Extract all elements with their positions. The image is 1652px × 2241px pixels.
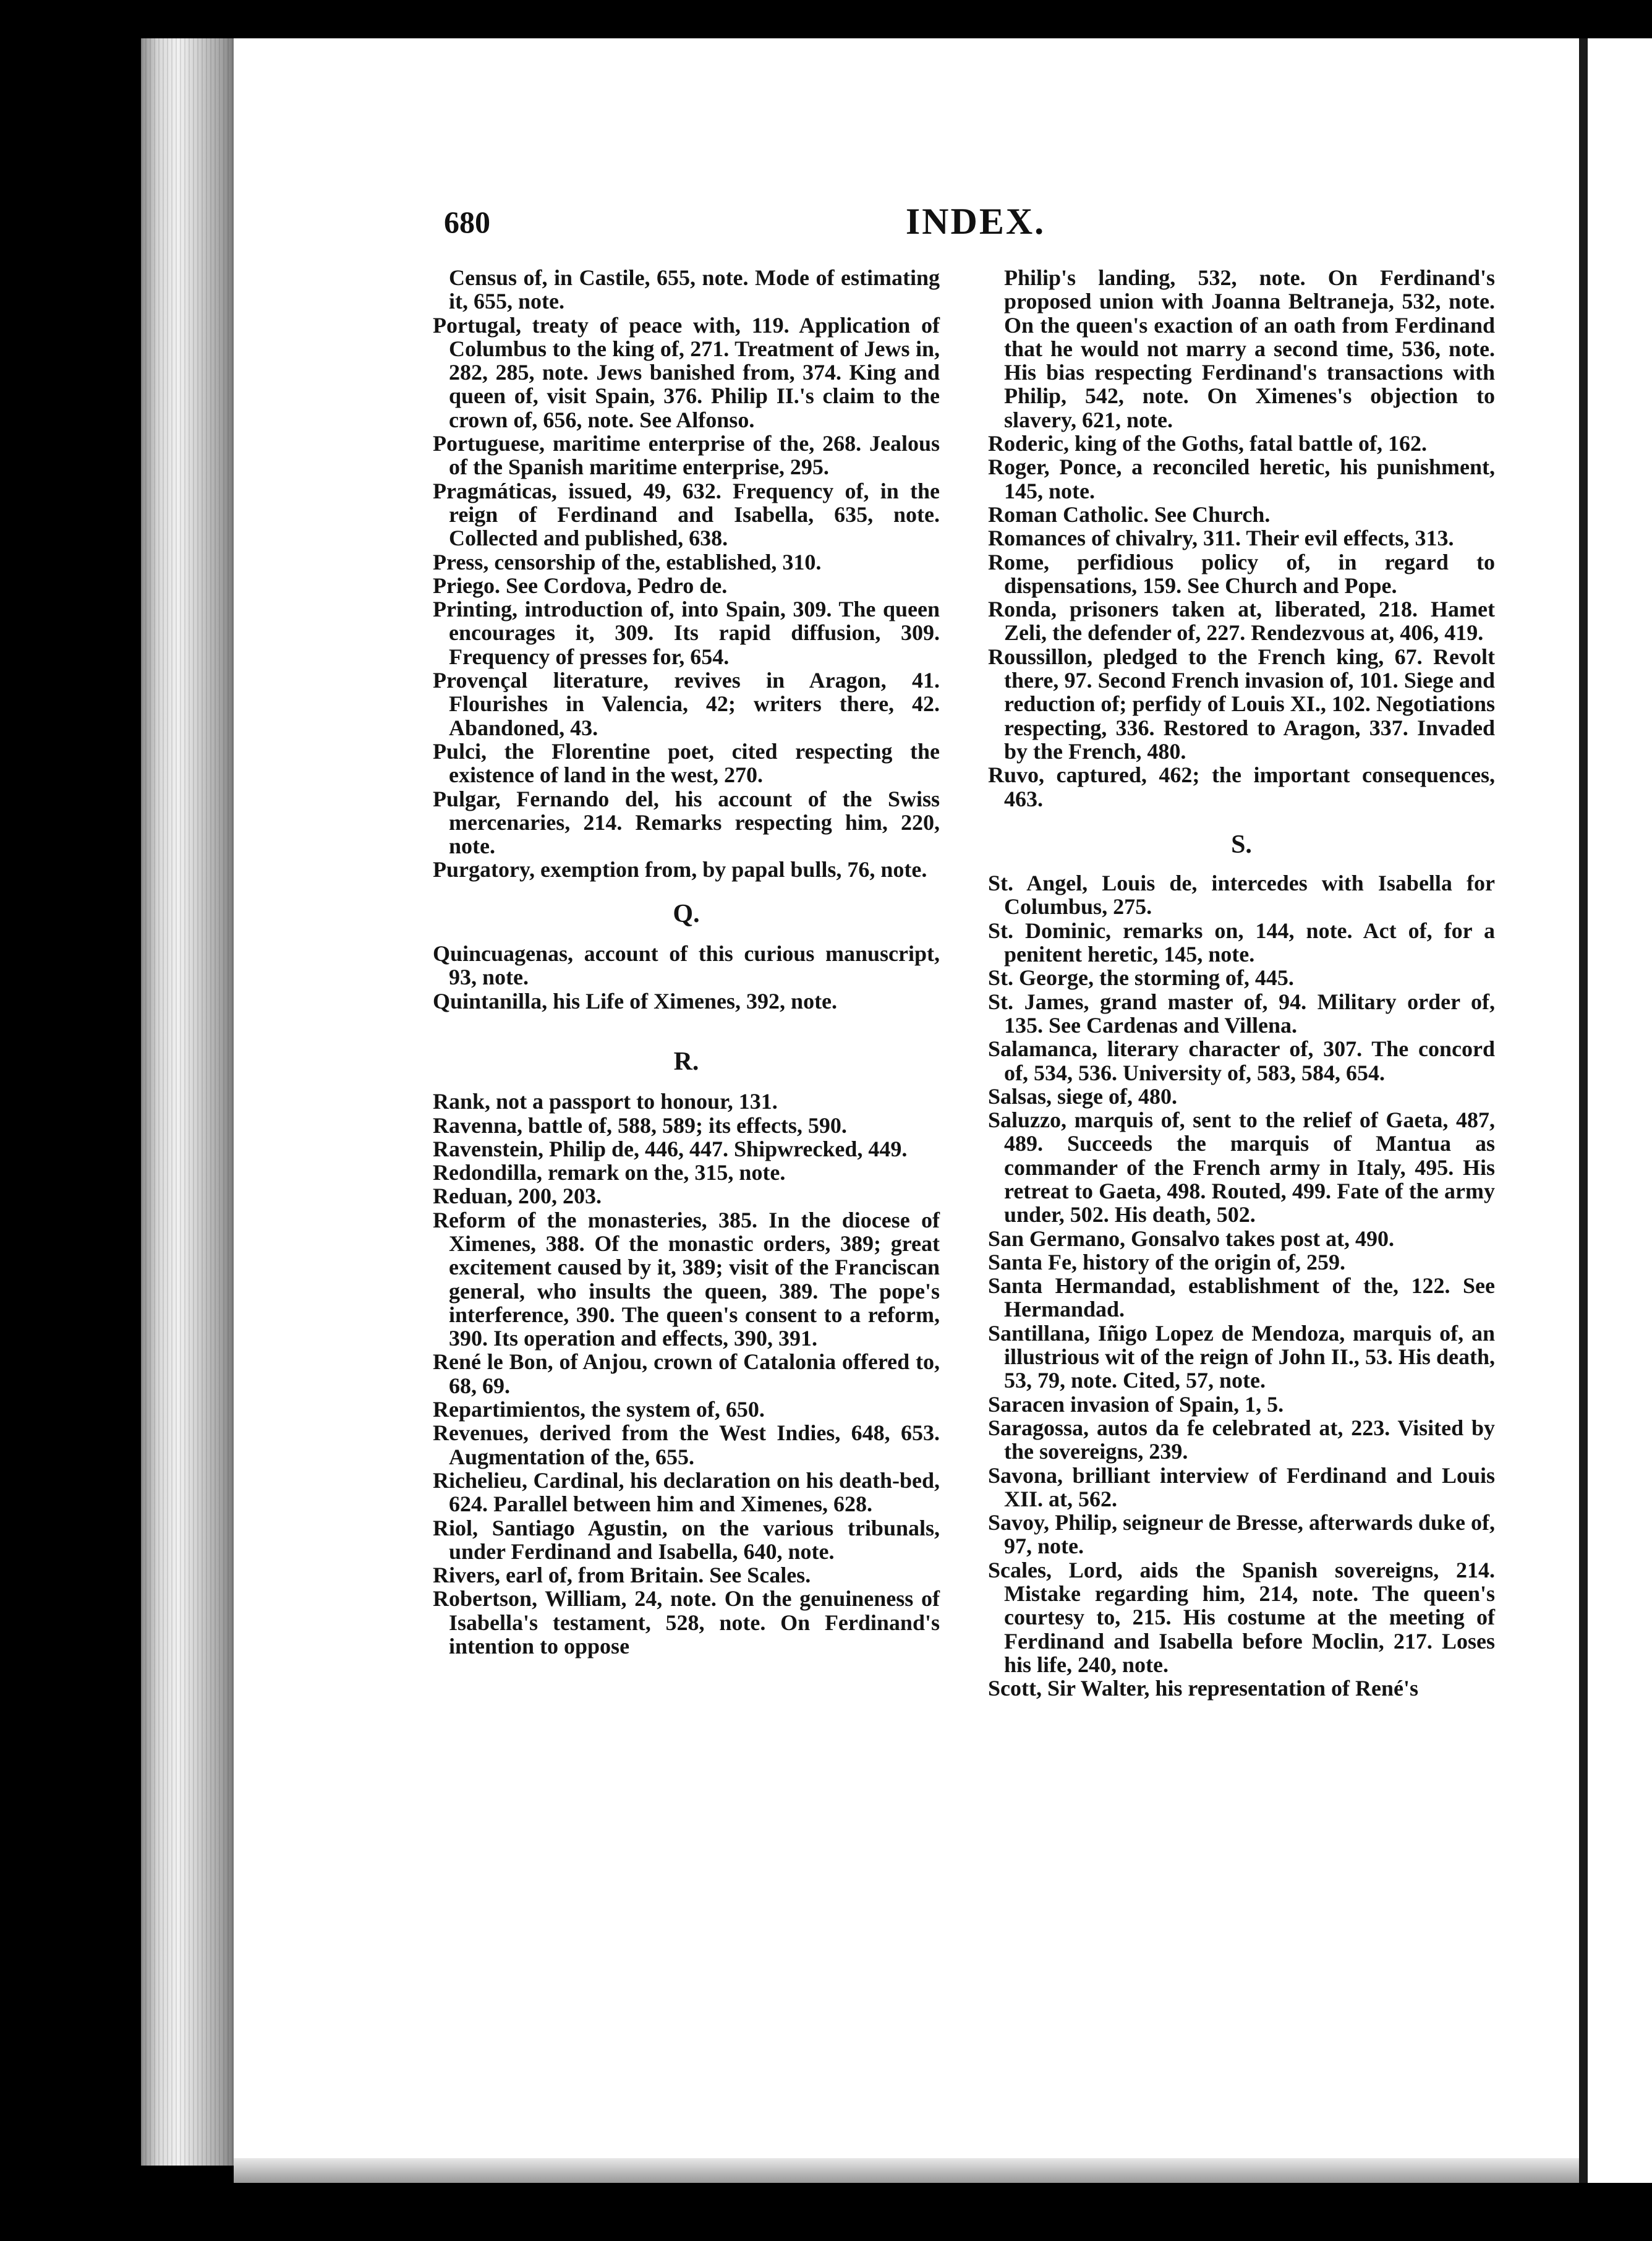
index-entry: René le Bon, of Anjou, crown of Catalonia offered to, 68, 69. (433, 1349, 940, 1398)
index-entry: Pulci, the Florentine poet, cited respecting the existence of land in the west, 270. (433, 738, 940, 788)
index-column-right (988, 266, 1495, 1701)
index-entry: Revenues, derived from the West Indies, 648, 653. Augmentation of the, 655. (433, 1420, 940, 1469)
index-entry: St. Angel, Louis de, intercedes with Isabella for Columbus, 275. (988, 871, 1495, 920)
index-entry: Robertson, William, 24, note. On the genuineness of Isabella's testament, 528, note. On Ferdinand's intention to oppose (433, 1586, 940, 1659)
entry-group-r-continued (988, 266, 1495, 811)
index-entry: St. George, the storming of, 445. (988, 965, 1294, 991)
index-entry: Saragossa, autos da fe celebrated at, 223. Visited by the sovereigns, 239. (988, 1415, 1495, 1464)
index-entry: San Germano, Gonsalvo takes post at, 490. (988, 1226, 1395, 1251)
index-entry: Rome, perfidious policy of, in regard to dispensations, 159. See Church and Pope. (988, 549, 1495, 598)
index-entry: Roussillon, pledged to the French king, 67. Revolt there, 97. Second French invasion of, 101. Siege and reduction of; perfidy of Louis XI., 102. Negotiations respecting, 336. Restored to Aragon, 337. Invaded by the French, 480. (988, 644, 1495, 764)
index-entry: Savoy, Philip, seigneur de Bresse, afterwards duke of, 97, note. (988, 1510, 1495, 1559)
facing-page-edge (1579, 38, 1652, 2183)
index-entry: Portuguese, maritime enterprise of the, 268. Jealous of the Spanish maritime enterprise, 295. (433, 431, 940, 480)
index-entry: Santa Fe, history of the origin of, 259. (988, 1249, 1345, 1274)
index-entry: Romances of chivalry, 311. Their evil effects, 313. (988, 526, 1454, 551)
index-entry: Roderic, king of the Goths, fatal battle of, 162. (988, 431, 1427, 456)
index-entry: Roger, Ponce, a reconciled heretic, his punishment, 145, note. (988, 455, 1495, 503)
index-entry: Priego. See Cordova, Pedro de. (433, 573, 728, 598)
index-entry: Pragmáticas, issued, 49, 632. Frequency of, in the reign of Ferdinand and Isabella, 635, note. Collected and published, 638. (433, 478, 940, 551)
index-entry: Quincuagenas, account of this curious manuscript, 93, note. (433, 941, 940, 990)
entry-group-q (433, 942, 940, 1013)
section-letter-s: S. (1231, 830, 1252, 859)
page-number: 680 (444, 205, 490, 239)
entry-group-r (433, 1090, 940, 1658)
entry-group-s (988, 871, 1495, 1700)
index-entry-continued: Philip's landing, 532, note. On Ferdinand's proposed union with Joanna Beltraneja, 532, note. On the queen's exaction of an oath from Ferdinand that he would not marry a second time, 536, note. His bias respecting Ferdinand's transactions with Philip, 542, note. On Ximenes's objection to slavery, 621, note. (1004, 265, 1495, 432)
index-entry: Ravenstein, Philip de, 446, 447. Shipwrecked, 449. (433, 1136, 908, 1161)
index-entry: Portugal, treaty of peace with, 119. Application of Columbus to the king of, 271. Treatment of Jews in, 282, 285, note. Jews banished from, 374. King and queen of, visit Spain, 376. Philip II.'s claim to the crown of, 656, note. See Alfonso. (433, 312, 940, 432)
index-entry: Provençal literature, revives in Aragon, 41. Flourishes in Valencia, 42; writers there, 42. Abandoned, 43. (433, 668, 940, 740)
page-bottom-edge (234, 2158, 1579, 2183)
index-entry: Rank, not a passport to honour, 131. (433, 1089, 778, 1114)
section-letter-r: R. (673, 1047, 699, 1076)
index-entry: Reduan, 200, 203. (433, 1184, 602, 1209)
index-entry: Scott, Sir Walter, his representation of René's (988, 1676, 1418, 1701)
index-entry: Savona, brilliant interview of Ferdinand and Louis XII. at, 562. (988, 1462, 1495, 1511)
index-entry: Redondilla, remark on the, 315, note. (433, 1160, 786, 1185)
index-entry: Pulgar, Fernando del, his account of the Swiss mercenaries, 214. Remarks respecting him, 220, note. (433, 786, 940, 859)
index-entry: Printing, introduction of, into Spain, 309. The queen encourages it, 309. Its rapid diffusion, 309. Frequency of presses for, 654. (433, 597, 940, 669)
index-entry: Richelieu, Cardinal, his declaration on his death-bed, 624. Parallel between him and Ximenes, 628. (433, 1467, 940, 1517)
index-entry: Reform of the monasteries, 385. In the diocese of Ximenes, 388. Of the monastic orders, 389; great excitement caused by it, 389; visit of the Franciscan general, who insults the queen, 389. The pope's interference, 390. The queen's consent to a reform, 390. Its operation and effects, 390, 391. (433, 1207, 940, 1351)
index-entry: Santa Hermandad, establishment of the, 122. See Hermandad. (988, 1273, 1495, 1322)
page-header (444, 201, 1507, 254)
index-entry: Ravenna, battle of, 588, 589; its effects, 590. (433, 1112, 847, 1138)
section-letter-q: Q. (673, 899, 700, 928)
index-entry: Salsas, siege of, 480. (988, 1083, 1177, 1109)
index-entry: Santillana, Iñigo Lopez de Mendoza, marquis of, an illustrious wit of the reign of John II., 53. His death, 53, 79, note. Cited, 57, note. (988, 1320, 1495, 1393)
index-entry: Salamanca, literary character of, 307. The concord of, 534, 536. University of, 583, 584, 654. (988, 1036, 1495, 1085)
index-entry: Quintanilla, his Life of Ximenes, 392, note. (433, 988, 838, 1014)
index-entry: Riol, Santiago Agustin, on the various tribunals, under Ferdinand and Isabella, 640, note. (433, 1515, 940, 1564)
index-entry: St. James, grand master of, 94. Military order of, 135. See Cardenas and Villena. (988, 989, 1495, 1038)
index-entry: Saracen invasion of Spain, 1, 5. (988, 1391, 1284, 1417)
index-entry-continued: Census of, in Castile, 655, note. Mode of estimating it, 655, note. (449, 265, 940, 314)
index-entry: Saluzzo, marquis of, sent to the relief of Gaeta, 487, 489. Succeeds the marquis of Mantua as commander of the French army in Italy, 495. His retreat to Gaeta, 498. Routed, 499. Fate of the army under, 502. His death, 502. (988, 1108, 1495, 1227)
index-entry: Roman Catholic. See Church. (988, 502, 1271, 527)
running-head: INDEX. (905, 201, 1046, 242)
index-entry: Repartimientos, the system of, 650. (433, 1397, 765, 1422)
index-entry: Rivers, earl of, from Britain. See Scales. (433, 1563, 811, 1588)
index-column-left (433, 266, 940, 1658)
index-entry: Scales, Lord, aids the Spanish sovereigns, 214. Mistake regarding him, 214, note. The queen's courtesy to, 215. His costume at the meeting of Ferdinand and Isabella before Moclin, 217. Loses his life, 240, note. (988, 1557, 1495, 1677)
index-entry: St. Dominic, remarks on, 144, note. Act of, for a penitent heretic, 145, note. (988, 918, 1495, 967)
index-entry: Ruvo, captured, 462; the important consequences, 463. (988, 762, 1495, 811)
book-page-edges (141, 38, 234, 2166)
index-entry: Ronda, prisoners taken at, liberated, 218. Hamet Zeli, the defender of, 227. Rendezvous at, 406, 419. (988, 597, 1495, 646)
entry-group-p (433, 266, 940, 882)
index-entry: Purgatory, exemption from, by papal bulls, 76, note. (433, 857, 927, 882)
index-entry: Press, censorship of the, established, 310. (433, 549, 822, 574)
